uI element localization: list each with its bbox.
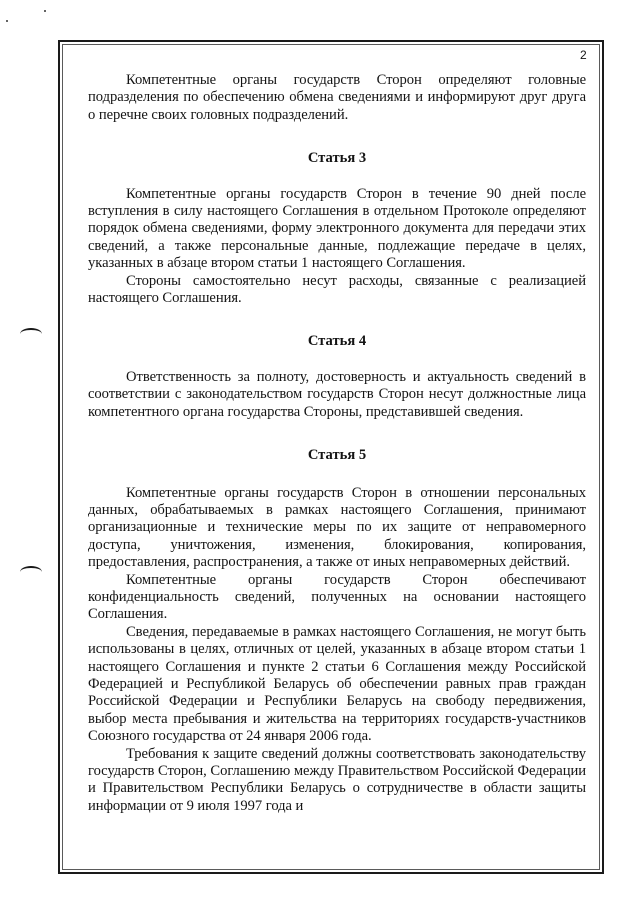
- scan-speck-left: [6, 20, 8, 22]
- article-3-heading: Статья 3: [307, 150, 367, 167]
- intro-section: [88, 72, 586, 124]
- page-number: 2: [580, 48, 587, 62]
- intro-paragraph: Компетентные органы государств Сторон определяют головные подразделения по обеспечению обмена сведениями и информируют друг друга о перечне своих головных подразделений.: [88, 72, 586, 123]
- punch-hole-mark-upper: [20, 328, 42, 340]
- article-4: [88, 333, 586, 421]
- article-5-paragraph-4: Требования к защите сведений должны соответствовать законодательству государств Сторон, Соглашению между Правительством Российской Федерации и Правительством Республики Беларусь о сотрудничестве в области защиты информации от 9 июля 1997 года и: [88, 745, 586, 814]
- article-5-paragraph-3: Сведения, передаваемые в рамках настоящего Соглашения, не могут быть использованы в целях, отличных от целей, указанных в абзаце втором статьи 1 настоящего Соглашения и пункте 2 статьи 6 Соглашения между Российской Федерацией и Республикой Беларусь об обеспечении равных прав граждан Российской Федерации и Республики Беларусь на свободу передвижения, выбор места пребывания и жительства на территориях государств-участников Союзного государства от 24 января 2006 года.: [88, 623, 586, 745]
- document-body: [88, 48, 586, 815]
- article-3-paragraph-1: Компетентные органы государств Сторон в течение 90 дней после вступления в силу настоящего Соглашения в отдельном Протоколе определяют порядок обмена сведениями, форму электронного документа для передачи этих сведений, а также персональные данные, подлежащие передаче в целях, указанных в абзаце втором статьи 1 настоящего Соглашения.: [88, 185, 586, 272]
- scan-speck-top: [44, 10, 46, 12]
- article-5-paragraph-2: Компетентные органы государств Сторон обеспечивают конфиденциальность сведений, полученных на основании настоящего Соглашения.: [88, 571, 586, 623]
- punch-hole-mark-lower: [20, 566, 42, 578]
- article-4-heading: Статья 4: [307, 333, 367, 350]
- article-5-heading: Статья 5: [307, 447, 367, 464]
- article-5-paragraph-1: Компетентные органы государств Сторон в отношении персональных данных, обрабатываемых в рамках настоящего Соглашения, принимают организационные и технические меры по их защите от неправомерного доступа, уничтожения, изменения, блокирования, копирования, предоставления, распространения, а также от иных неправомерных действий.: [88, 484, 586, 571]
- article-4-paragraph-1: Ответственность за полноту, достоверность и актуальность сведений в соответствии с законодательством государств Сторон несут должностные лица компетентного органа государства Стороны, представившей сведения.: [88, 368, 586, 420]
- article-3-paragraph-2: Стороны самостоятельно несут расходы, связанные с реализацией настоящего Соглашения.: [88, 272, 586, 307]
- article-3: [88, 150, 586, 307]
- article-5: [88, 447, 586, 815]
